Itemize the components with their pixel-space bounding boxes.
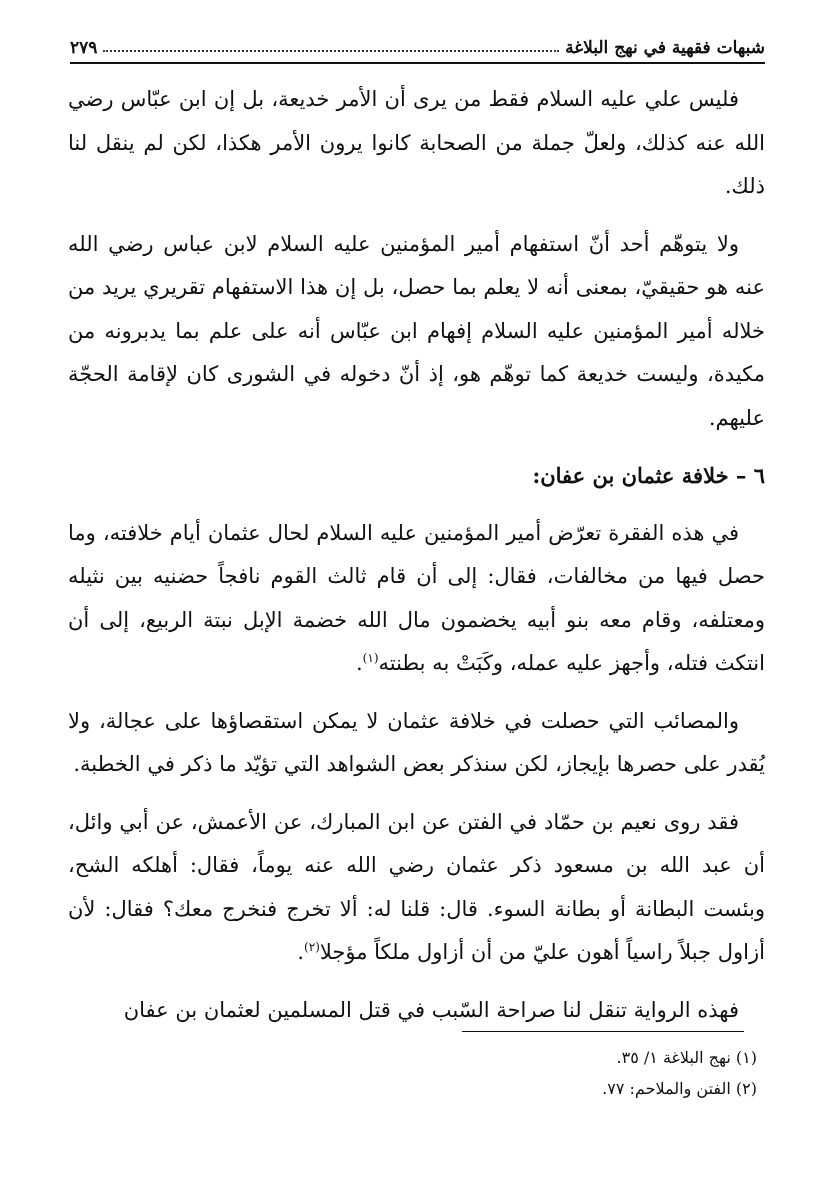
section-heading [68,454,765,498]
section-title: خلافة عثمان بن عفان: [532,463,729,488]
footnote-ref[interactable]: (١) [362,651,379,665]
footnote: (٢) الفتن والملاحم: ٧٧. [602,1079,757,1098]
header-dot-leader [103,50,559,52]
main-text [68,78,765,1046]
footnotes [68,1042,757,1104]
paragraph-text: في هذه الفقرة تعرّض أمير المؤمنين عليه السلام لحال عثمان أيام خلافته، وما حصل فيها من مخالفات، فقال: إلى أن قام ثالث القوم نافجاً حضنيه بين نثيله ومعتلفه، وقام معه بنو أبيه يخضمون مال الله خضمة الإبل نبتة الربيع، إلى أن انتكث فتله، وأجهز عليه عمله، وكَبَتْ به بطنته [68,520,765,675]
footnote-ref[interactable]: (٢) [304,940,320,954]
paragraph: والمصائب التي حصلت في خلافة عثمان لا يمكن استقصاؤها على عجالة، ولا يُقدر على حصرها بإيجاز، لكن سنذكر بعض الشواهد التي تؤيّد ما ذكر في الخطبة. [68,708,765,776]
section-number: ٦ – [735,463,765,488]
page-number: ٢٧٩ [70,38,98,58]
header-title: شبهات فقهية في نهج البلاغة [565,38,765,58]
running-header [70,28,765,64]
paragraph: فقد روى نعيم بن حمّاد في الفتن عن ابن المبارك، عن الأعمش، عن أبي وائل، أن عبد الله بن مسعود ذكر عثمان رضي الله عنه يوماً، فقال: أهلكه الشح، وبئست البطانة أو بطانة السوء. قال: قلنا له: ألا تخرج فنخرج معك؟ فقال: لأن أزاول جبلاً راسياً أهون عليّ من أن أزاول ملكاً مؤجلا$^{(٢)}$. [68,809,765,964]
paragraph: فهذه الرواية تنقل لنا صراحة السّبب في قتل المسلمين لعثمان بن عفان [123,997,739,1022]
paragraph-text: فقد روى نعيم بن حمّاد في الفتن عن ابن المبارك، عن الأعمش، عن أبي وائل، أن عبد الله بن مسعود ذكر عثمان رضي الله عنه يوماً، فقال: أهلكه الشح، وبئست البطانة أو بطانة السوء. قال: قلنا له: ألا تخرج فنخرج معك؟ فقال: لأن أزاول جبلاً راسياً أهون عليّ من أن أزاول ملكاً مؤجلا [68,809,765,964]
paragraph: في هذه الفقرة تعرّض أمير المؤمنين عليه السلام لحال عثمان أيام خلافته، وما حصل فيها من مخالفات، فقال: إلى أن قام ثالث القوم نافجاً حضنيه بين نثيله ومعتلفه، وقام معه بنو أبيه يخضمون مال الله خضمة الإبل نبتة الربيع، إلى أن انتكث فتله، وأجهز عليه عمله، وكَبَتْ به بطنته$^{(١)}$. [68,520,765,675]
footnote: (١) نهج البلاغة ١/ ٣٥. [616,1048,757,1067]
paragraph: ولا يتوهّم أحد أنّ استفهام أمير المؤمنين عليه السلام لابن عباس رضي الله عنه هو حقيقيّ، بمعنى أنه لا يعلم بما حصل، بل إن هذا الاستفهام تقريري يريد من خلاله أمير المؤمنين عليه السلام إفهام ابن عبّاس أنه على علم بما يدبرونه من مكيدة، وليست خديعة كما توهّم هو، إذ أنّ دخوله في الشورى كان لإقامة الحجّة عليهم. [68,231,765,430]
paragraph: فليس علي عليه السلام فقط من يرى أن الأمر خديعة، بل إن ابن عبّاس رضي الله عنه كذلك، ولعلّ جملة من الصحابة كانوا يرون الأمر هكذا، لكن لم ينقل لنا ذلك. [68,87,765,198]
footnote-separator [462,1031,744,1032]
